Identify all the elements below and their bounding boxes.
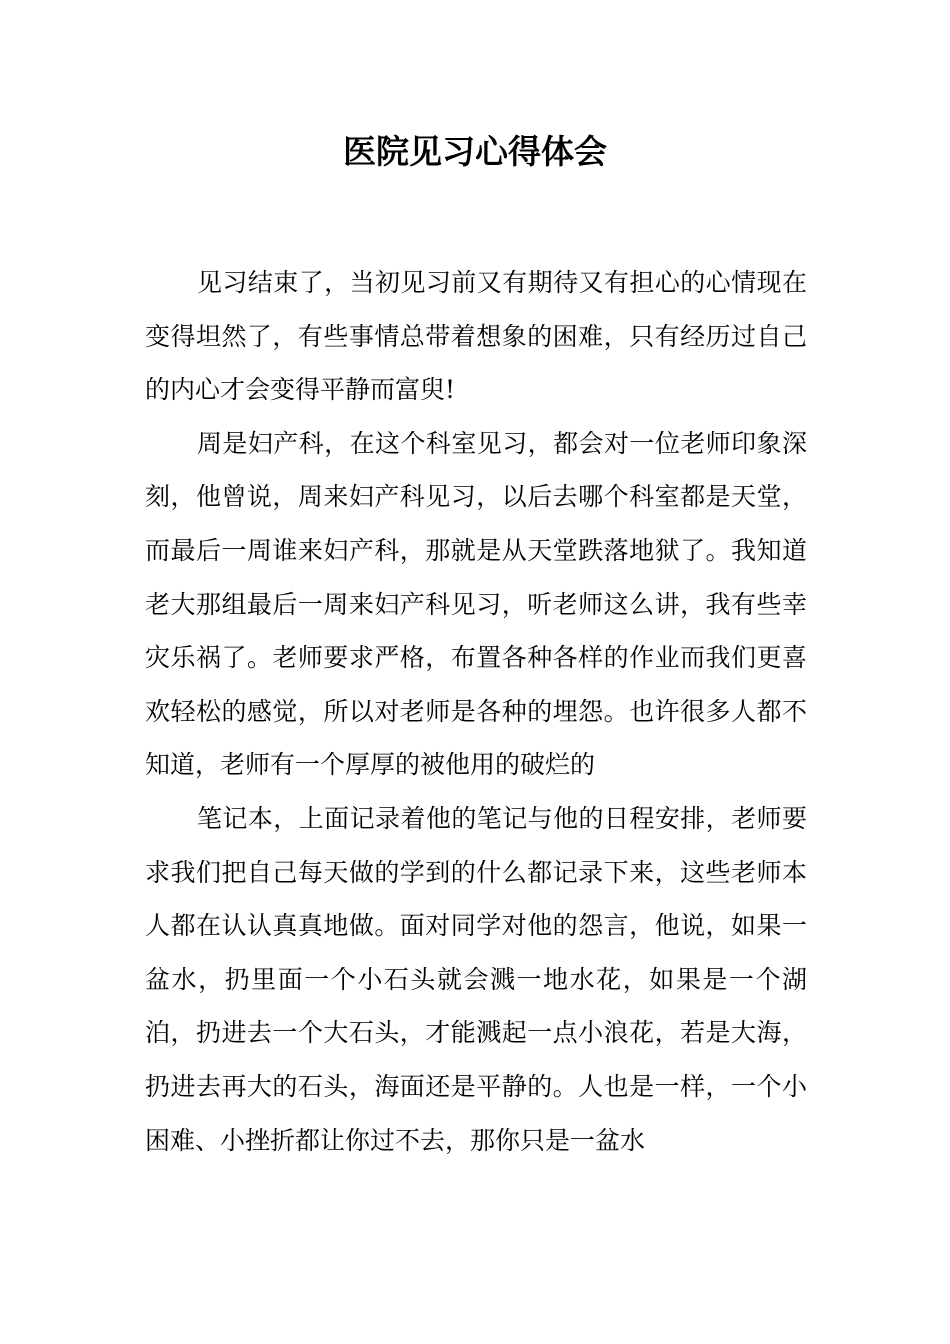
document-body	[145, 256, 807, 1167]
paragraph-2: 周是妇产科，在这个科室见习，都会对一位老师印象深刻，他曾说，周来妇产科见习，以后去哪个科室都是天堂，而最后一周谁来妇产科，那就是从天堂跌落地狱了。我知道老大那组最后一周来妇产科见习，听老师这么讲，我有些幸灾乐祸了。老师要求严格，布置各种各样的作业而我们更喜欢轻松的感觉，所以对老师是各种的埋怨。也许很多人都不知道，老师有一个厚厚的被他用的破烂的	[145, 428, 807, 780]
document-title: 医院见习心得体会	[343, 132, 607, 171]
paragraph-1: 见习结束了，当初见习前又有期待又有担心的心情现在变得坦然了，有些事情总带着想象的困难，只有经历过自己的内心才会变得平静而富臾!	[145, 268, 807, 405]
paragraph-3: 笔记本，上面记录着他的笔记与他的日程安排，老师要求我们把自己每天做的学到的什么都记录下来，这些老师本人都在认认真真地做。面对同学对他的怨言，他说，如果一盆水，扔里面一个小石头就会溅一地水花，如果是一个湖泊，扔进去一个大石头，才能溅起一点小浪花，若是大海，扔进去再大的石头，海面还是平静的。人也是一样，一个小困难、小挫折都让你过不去，那你只是一盆水	[145, 803, 807, 1155]
